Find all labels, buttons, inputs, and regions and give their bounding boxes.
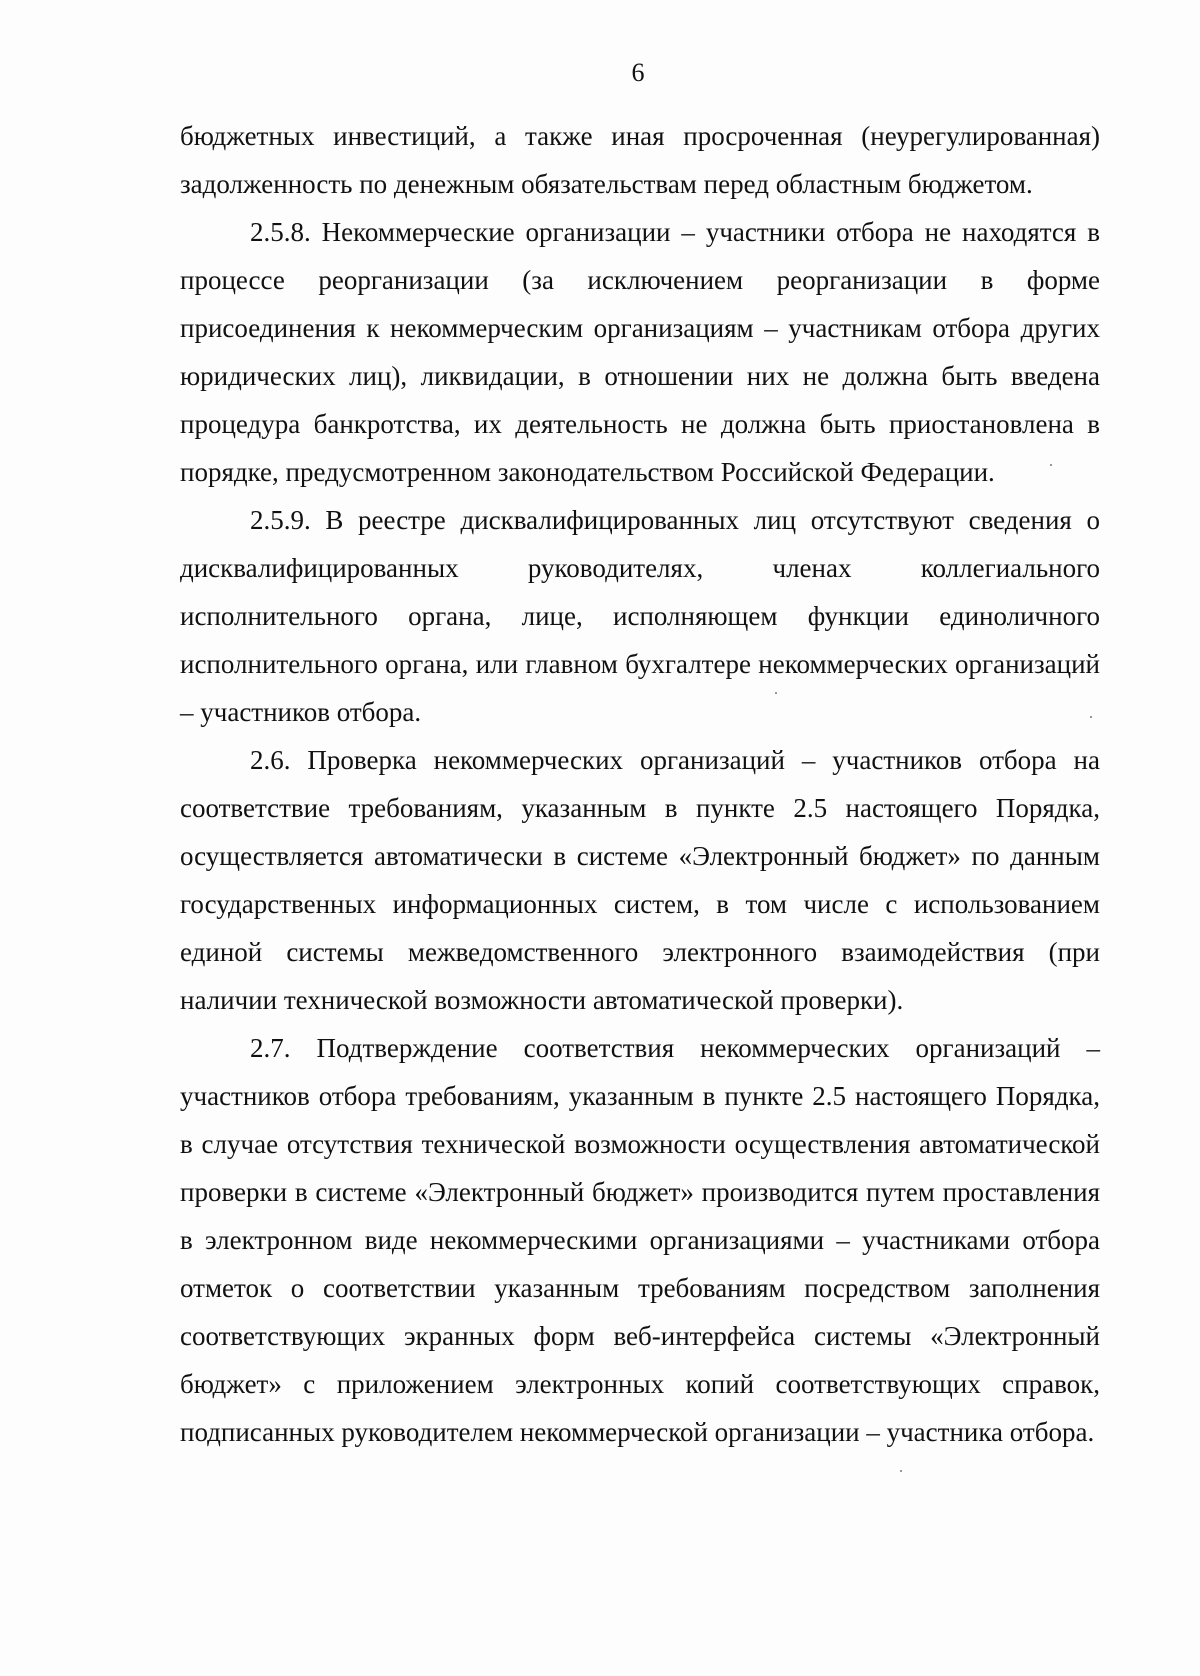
paragraph-continuation: бюджетных инвестиций, а также иная просроченная (неурегулированная) задолженность по денежным обязательствам перед областным бюджетом. xyxy=(180,121,1100,199)
paragraph-clause-2-5-9: 2.5.9. В реестре дисквалифицированных лиц отсутствуют сведения о дисквалифицированных руководителях, членах коллегиального исполнительного органа, лице, исполняющем функции единоличного исполнительного органа, или главном бухгалтере некоммерческих организаций – участников отбора. xyxy=(180,505,1100,727)
scan-speck xyxy=(1090,716,1092,718)
scan-speck xyxy=(900,1470,902,1472)
paragraph-clause-2-6: 2.6. Проверка некоммерческих организаций – участников отбора на соответствие требованиям, указанным в пункте 2.5 настоящего Порядка, осуществляется автоматически в системе «Электронный бюджет» по данным государственных информационных систем, в том числе с использованием единой системы межведомственного электронного взаимодействия (при наличии технической возможности автоматической проверки). xyxy=(180,745,1100,1015)
paragraph-clause-2-5-8: 2.5.8. Некоммерческие организации – участники отбора не находятся в процессе реорганизации (за исключением реорганизации в форме присоединения к некоммерческим организациям – участникам отбора других юридических лиц), ликвидации, в отношении них не должна быть введена процедура банкротства, их деятельность не должна быть приостановлена в порядке, предусмотренном законодательством Российской Федерации. xyxy=(180,217,1100,487)
scan-speck xyxy=(1050,464,1052,466)
document-body xyxy=(180,112,1100,1456)
paragraph-clause-2-7: 2.7. Подтверждение соответствия некоммерческих организаций – участников отбора требованиям, указанным в пункте 2.5 настоящего Порядка, в случае отсутствия технической возможности осуществления автоматической проверки в системе «Электронный бюджет» производится путем проставления в электронном виде некоммерческими организациями – участниками отбора отметок о соответствии указанным требованиям посредством заполнения соответствующих экранных форм веб-интерфейса системы «Электронный бюджет» с приложением электронных копий соответствующих справок, подписанных руководителем некоммерческой организации – участника отбора. xyxy=(180,1033,1100,1447)
scan-speck xyxy=(775,692,777,694)
page-number: 6 xyxy=(631,58,645,87)
